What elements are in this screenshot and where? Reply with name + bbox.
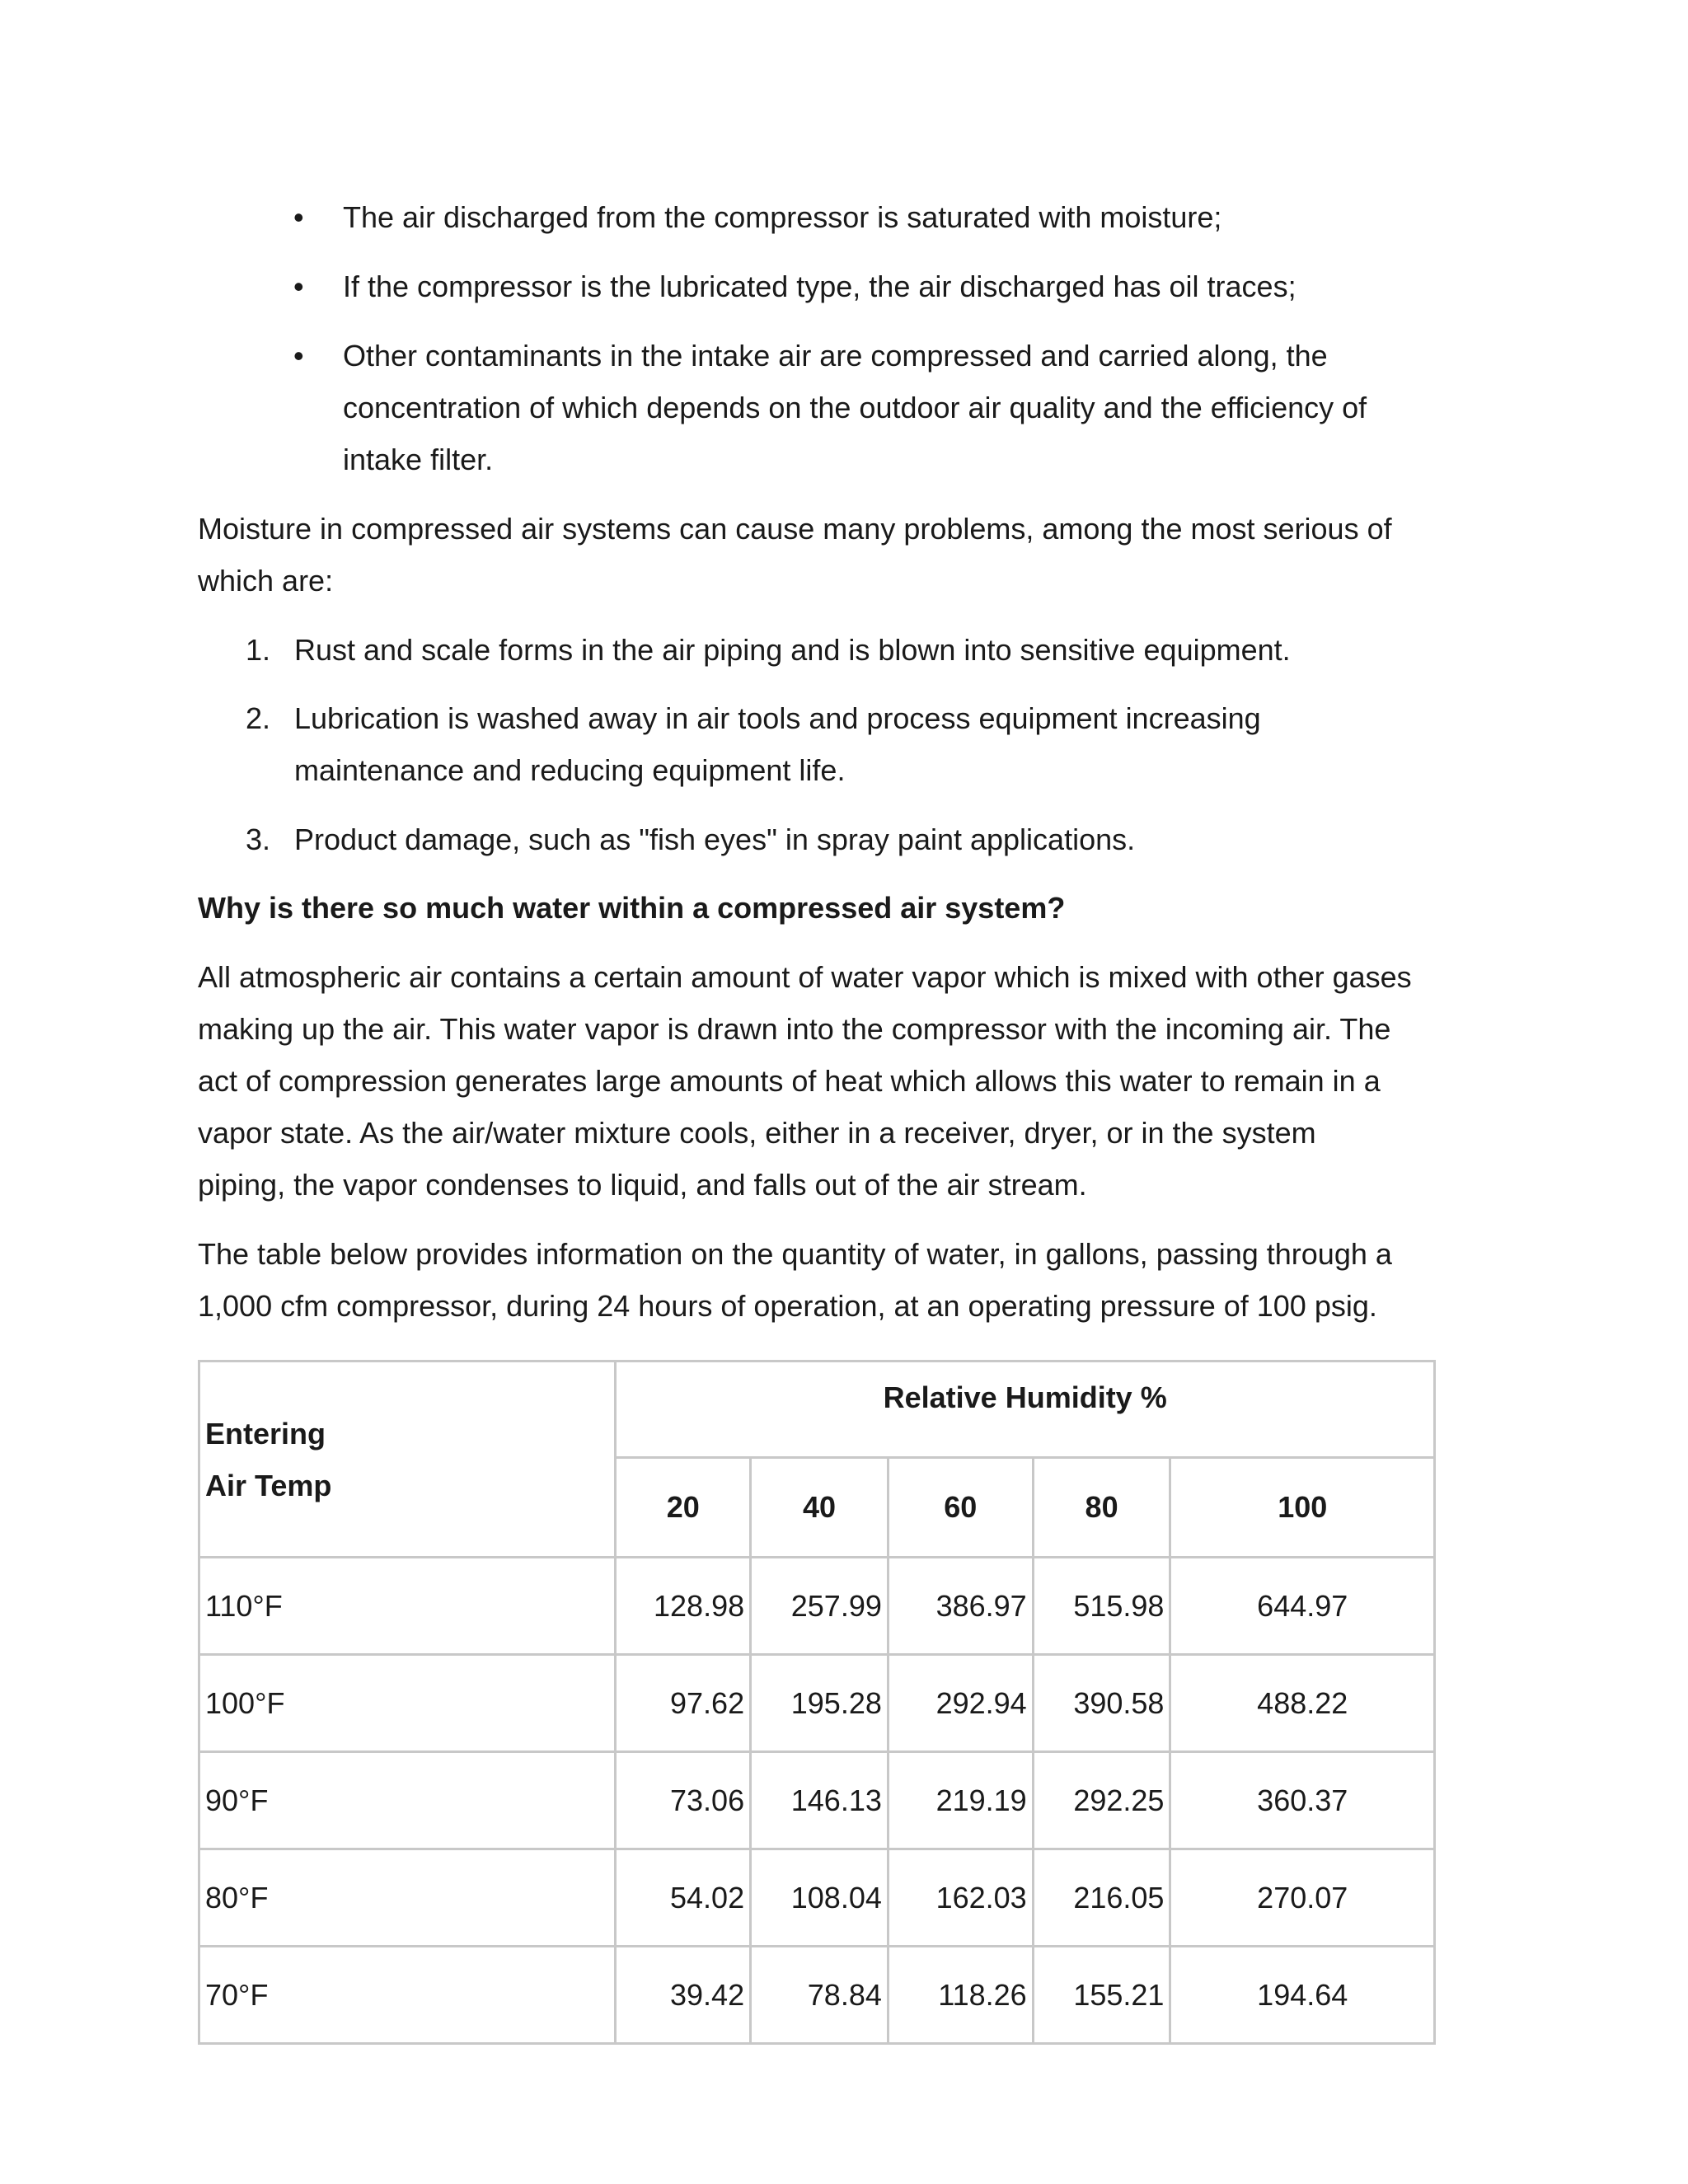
table-header-row: [199, 1361, 1435, 1458]
column-header: 60: [888, 1458, 1033, 1558]
value-cell: 257.99: [751, 1558, 889, 1655]
value-cell: 292.94: [888, 1655, 1033, 1752]
list-number: 1.: [246, 633, 271, 667]
value-cell: 73.06: [616, 1752, 751, 1849]
row-header-line-1: Entering: [205, 1416, 326, 1451]
column-header: 20: [616, 1458, 751, 1558]
column-header: 40: [751, 1458, 889, 1558]
table-row: [199, 1655, 1435, 1752]
explanation-line-4: vapor state. As the air/water mixture cools, either in a receiver, dryer, or in the system: [198, 1116, 1316, 1150]
value-cell: 216.05: [1033, 1849, 1170, 1947]
value-cell: 194.64: [1170, 1947, 1435, 2044]
table-intro-line-2: 1,000 cfm compressor, during 24 hours of operation, at an operating pressure of 100 psig.: [198, 1289, 1377, 1323]
moisture-paragraph-line-2: which are:: [198, 564, 334, 598]
problem-item-2-line-1: Lubrication is washed away in air tools and process equipment increasing: [294, 701, 1261, 735]
section-heading: Why is there so much water within a compressed air system?: [198, 891, 1066, 925]
value-cell: 488.22: [1170, 1655, 1435, 1752]
list-number: 3.: [246, 823, 271, 856]
row-header-line-2: Air Temp: [205, 1468, 332, 1502]
moisture-paragraph-line-1: Moisture in compressed air systems can cause many problems, among the most serious of: [198, 512, 1392, 546]
value-cell: 390.58: [1033, 1655, 1170, 1752]
table-row: [199, 1558, 1435, 1655]
bullet-item-2: If the compressor is the lubricated type, the air discharged has oil traces;: [343, 269, 1296, 303]
explanation-line-2: making up the air. This water vapor is drawn into the compressor with the incoming air. The: [198, 1012, 1391, 1046]
list-number: 2.: [246, 701, 271, 735]
value-cell: 515.98: [1033, 1558, 1170, 1655]
value-cell: 360.37: [1170, 1752, 1435, 1849]
bullet-item-3-line-2: concentration of which depends on the outdoor air quality and the efficiency of: [343, 391, 1367, 424]
problem-item-3: Product damage, such as "fish eyes" in spray paint applications.: [294, 823, 1136, 856]
temp-cell: 110°F: [199, 1558, 616, 1655]
value-cell: 108.04: [751, 1849, 889, 1947]
value-cell: 155.21: [1033, 1947, 1170, 2044]
temp-cell: 80°F: [199, 1849, 616, 1947]
value-cell: 270.07: [1170, 1849, 1435, 1947]
value-cell: 644.97: [1170, 1558, 1435, 1655]
bullet-item-3-line-3: intake filter.: [343, 443, 494, 476]
value-cell: 162.03: [888, 1849, 1033, 1947]
water-quantity-table: [198, 1360, 1436, 2045]
bullet-marker: •: [293, 200, 304, 234]
bullet-marker: •: [293, 269, 304, 303]
temp-cell: 70°F: [199, 1947, 616, 2044]
table-intro-line-1: The table below provides information on the quantity of water, in gallons, passing through a: [198, 1237, 1392, 1271]
value-cell: 386.97: [888, 1558, 1033, 1655]
problem-item-1: Rust and scale forms in the air piping and is blown into sensitive equipment.: [294, 633, 1291, 667]
explanation-line-1: All atmospheric air contains a certain amount of water vapor which is mixed with other gases: [198, 960, 1412, 994]
value-cell: 118.26: [888, 1947, 1033, 2044]
bullet-item-3-line-1: Other contaminants in the intake air are compressed and carried along, the: [343, 339, 1328, 373]
relative-humidity-header: Relative Humidity %: [616, 1361, 1435, 1458]
value-cell: 54.02: [616, 1849, 751, 1947]
value-cell: 128.98: [616, 1558, 751, 1655]
row-header-cell: [199, 1361, 616, 1558]
table-row: [199, 1947, 1435, 2044]
column-header: 100: [1170, 1458, 1435, 1558]
bullet-item-1: The air discharged from the compressor is saturated with moisture;: [343, 200, 1222, 234]
value-cell: 195.28: [751, 1655, 889, 1752]
problem-item-2-line-2: maintenance and reducing equipment life.: [294, 753, 846, 787]
temp-cell: 100°F: [199, 1655, 616, 1752]
explanation-line-5: piping, the vapor condenses to liquid, and falls out of the air stream.: [198, 1168, 1087, 1202]
value-cell: 146.13: [751, 1752, 889, 1849]
explanation-line-3: act of compression generates large amounts of heat which allows this water to remain in a: [198, 1064, 1381, 1098]
value-cell: 97.62: [616, 1655, 751, 1752]
bullet-marker: •: [293, 339, 304, 373]
table-row: [199, 1849, 1435, 1947]
column-header: 80: [1033, 1458, 1170, 1558]
value-cell: 39.42: [616, 1947, 751, 2044]
value-cell: 292.25: [1033, 1752, 1170, 1849]
table-row: [199, 1752, 1435, 1849]
value-cell: 78.84: [751, 1947, 889, 2044]
temp-cell: 90°F: [199, 1752, 616, 1849]
value-cell: 219.19: [888, 1752, 1033, 1849]
